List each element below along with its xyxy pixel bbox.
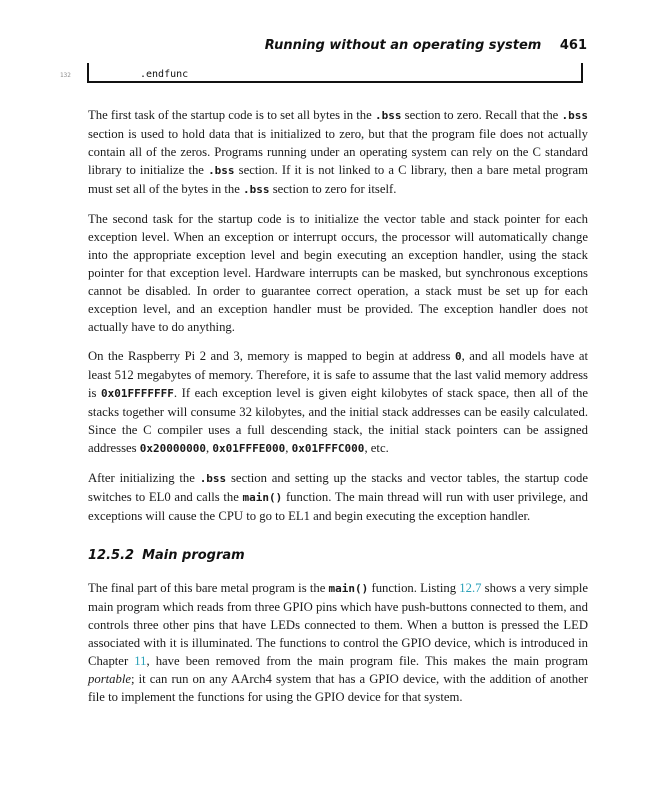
inline-code: 0x01FFFC000 <box>291 442 365 455</box>
inline-code: .bss <box>208 164 235 177</box>
paragraph-memory-map: On the Raspberry Pi 2 and 3, memory is mapped to begin at address 0, and all models have at least 512 megabytes of memory. Therefore, it is safe to assume that the last valid memory address is 0x01FFFFFFF. If each exception level is given eight kilobytes of stack space, then all of the stacks together will consume 32 kilobytes, and the initial stack addresses can be easily calculated. Since the C compiler uses a full descending stack, the initial stack pointers can be assigned addresses 0x20000000, 0x01FFFE000, 0x01FFFC000, etc. <box>88 349 589 455</box>
inline-code: 0x20000000 <box>139 442 207 455</box>
section-number: 12.5.2 <box>88 548 135 563</box>
code-line: .endfunc <box>140 69 189 80</box>
inline-code: .bss <box>561 109 588 122</box>
page-number: 461 <box>559 38 587 53</box>
running-header <box>265 38 587 53</box>
inline-code: main() <box>242 491 283 504</box>
code-line-number: 132 <box>60 72 71 79</box>
inline-code: main() <box>328 582 369 595</box>
inline-code: .bss <box>374 109 402 122</box>
emphasis-portable: portable <box>88 672 131 686</box>
listing-link[interactable]: 12.7 <box>459 581 482 595</box>
inline-code: .bss <box>243 183 270 196</box>
inline-code: 0x01FFFE000 <box>212 442 286 455</box>
chapter-link[interactable]: 11 <box>134 654 147 668</box>
paragraph-vector-table: The second task for the startup code is to initialize the vector table and stack pointer for each exception level. When an exception or interrupt occurs, the processor will automatically change into the appropriate exception level and begin executing an exception handler, using the stack pointer for that exception level. Hardware interrupts can be masked, but synchronous exceptions cannot be disabled. In order to guarantee correct operation, a stack must be set up for each exception level, and an exception handler must be provided. The exception handler does not actually have to do anything. <box>88 212 588 334</box>
paragraph-bss-init: The first task of the startup code is to set all bytes in the .bss section to zero. Recall that the .bss section is used to hold data that is initialized to zero, but that the program file does not actually contain all of the zeros. Programs running under an operating system can rely on the C standard library to initialize the .bss section. If it is not linked to a C library, then a bare metal program must set all of the bytes in the .bss section to zero for itself. <box>88 108 588 196</box>
section-heading <box>88 548 588 563</box>
inline-code: 0x01FFFFFFF <box>101 387 174 400</box>
inline-code: 0 <box>454 350 462 363</box>
paragraph-el0-switch: After initializing the .bss section and setting up the stacks and vector tables, the startup code switches to EL0 and calls the main() function. The main thread will run with user privilege, and exceptions will cause the CPU to go to EL1 and begin executing the exception handler. <box>88 471 588 523</box>
running-title: Running without an operating system <box>264 38 542 53</box>
inline-code: .bss <box>199 472 227 485</box>
section-title: Main program <box>142 548 245 563</box>
page-body <box>88 106 588 717</box>
paragraph-main-program: The final part of this bare metal program is the main() function. Listing 12.7 shows a very simple main program which reads from three GPIO pins which have push-buttons connected to them, and controls three other pins that have LEDs connected to them. When a button is pressed the LED associated with it is illuminated. The functions to control the GPIO device, which is introduced in Chapter 11, have been removed from the main program file. This makes the main program portable; it can run on any AArch4 system that has a GPIO device, with the addition of another file to implement the functions for using the GPIO device for that system. <box>88 581 589 704</box>
